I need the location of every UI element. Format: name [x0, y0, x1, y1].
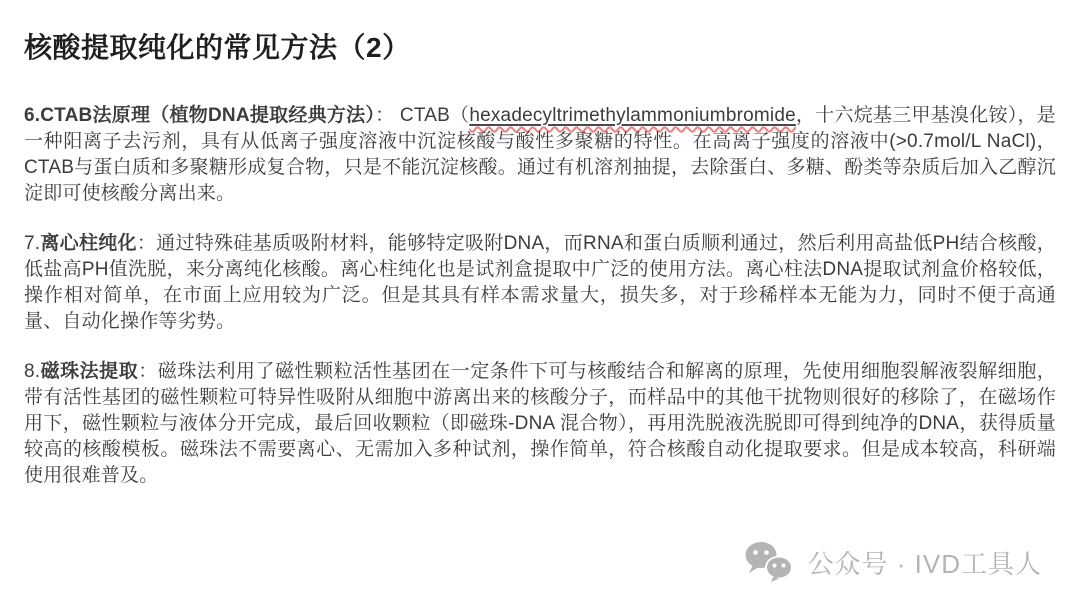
magnetic-bead-lead-bold: 磁珠法提取: [40, 361, 139, 382]
spin-column-number: 7.: [24, 233, 41, 254]
ctab-body-text: ，十六烷基三甲基溴化铵），是一种阳离子去污剂，具有从低离子强度溶液中沉淀核酸与酸性多聚糖的特性。在高离子强度的溶液中(>0.7mol/L NaCl)，CTAB与蛋白质和多聚糖形成复合物，只是不能沉淀核酸。通过有机溶剂抽提，去除蛋白、多糖、酚类等杂质后加入乙醇沉淀即可使核酸分离出来。: [24, 105, 1056, 204]
magnetic-bead-number: 8.: [24, 361, 41, 382]
paragraph-ctab-method: [24, 103, 1056, 207]
chemical-term-squiggle: hexadecyltrimethylammoniumbromide: [469, 105, 796, 126]
watermark-footer: [742, 540, 1042, 584]
spin-column-body-text: ：通过特殊硅基质吸附材料，能够特定吸附DNA，而RNA和蛋白质顺利通过，然后利用高盐低PH结合核酸，低盐高PH值洗脱，来分离纯化核酸。离心柱纯化也是试剂盒提取中广泛的使用方法。离心柱法DNA提取试剂盒价格较低，操作相对简单，在市面上应用较为广泛。但是其具有样本需求量大，损失多，对于珍稀样本无能为力，同时不便于高通量、自动化操作等劣势。: [24, 233, 1056, 332]
ctab-lead-bold: 6.CTAB法原理（植物DNA提取经典方法）: [24, 105, 376, 126]
watermark-label: 公众号 · IVD工具人: [807, 548, 1042, 579]
paragraph-spin-column: [24, 231, 1056, 335]
spin-column-lead-bold: 离心柱纯化: [40, 233, 137, 254]
page-title: 核酸提取纯化的常见方法（2）: [24, 32, 411, 63]
ctab-separator: ： CTAB（: [375, 105, 470, 126]
chemical-term-underlined: [469, 105, 796, 126]
magnetic-bead-body-text: ：磁珠法利用了磁性颗粒活性基团在一定条件下可与核酸结合和解离的原理，先使用细胞裂解液裂解细胞，带有活性基团的磁性颗粒可特异性吸附从细胞中游离出来的核酸分子，而样品中的其他干扰物则很好的移除了，在磁场作用下，磁性颗粒与液体分开完成，最后回收颗粒（即磁珠-DNA 混合物），再用洗脱液洗脱即可得到纯净的DNA，获得质量较高的核酸模板。磁珠法不需要离心、无需加入多种试剂，操作简单，符合核酸自动化提取要求。但是成本较高，科研端使用很难普及。: [24, 361, 1056, 486]
paragraph-magnetic-bead: [24, 359, 1056, 489]
wechat-icon: [742, 540, 796, 584]
